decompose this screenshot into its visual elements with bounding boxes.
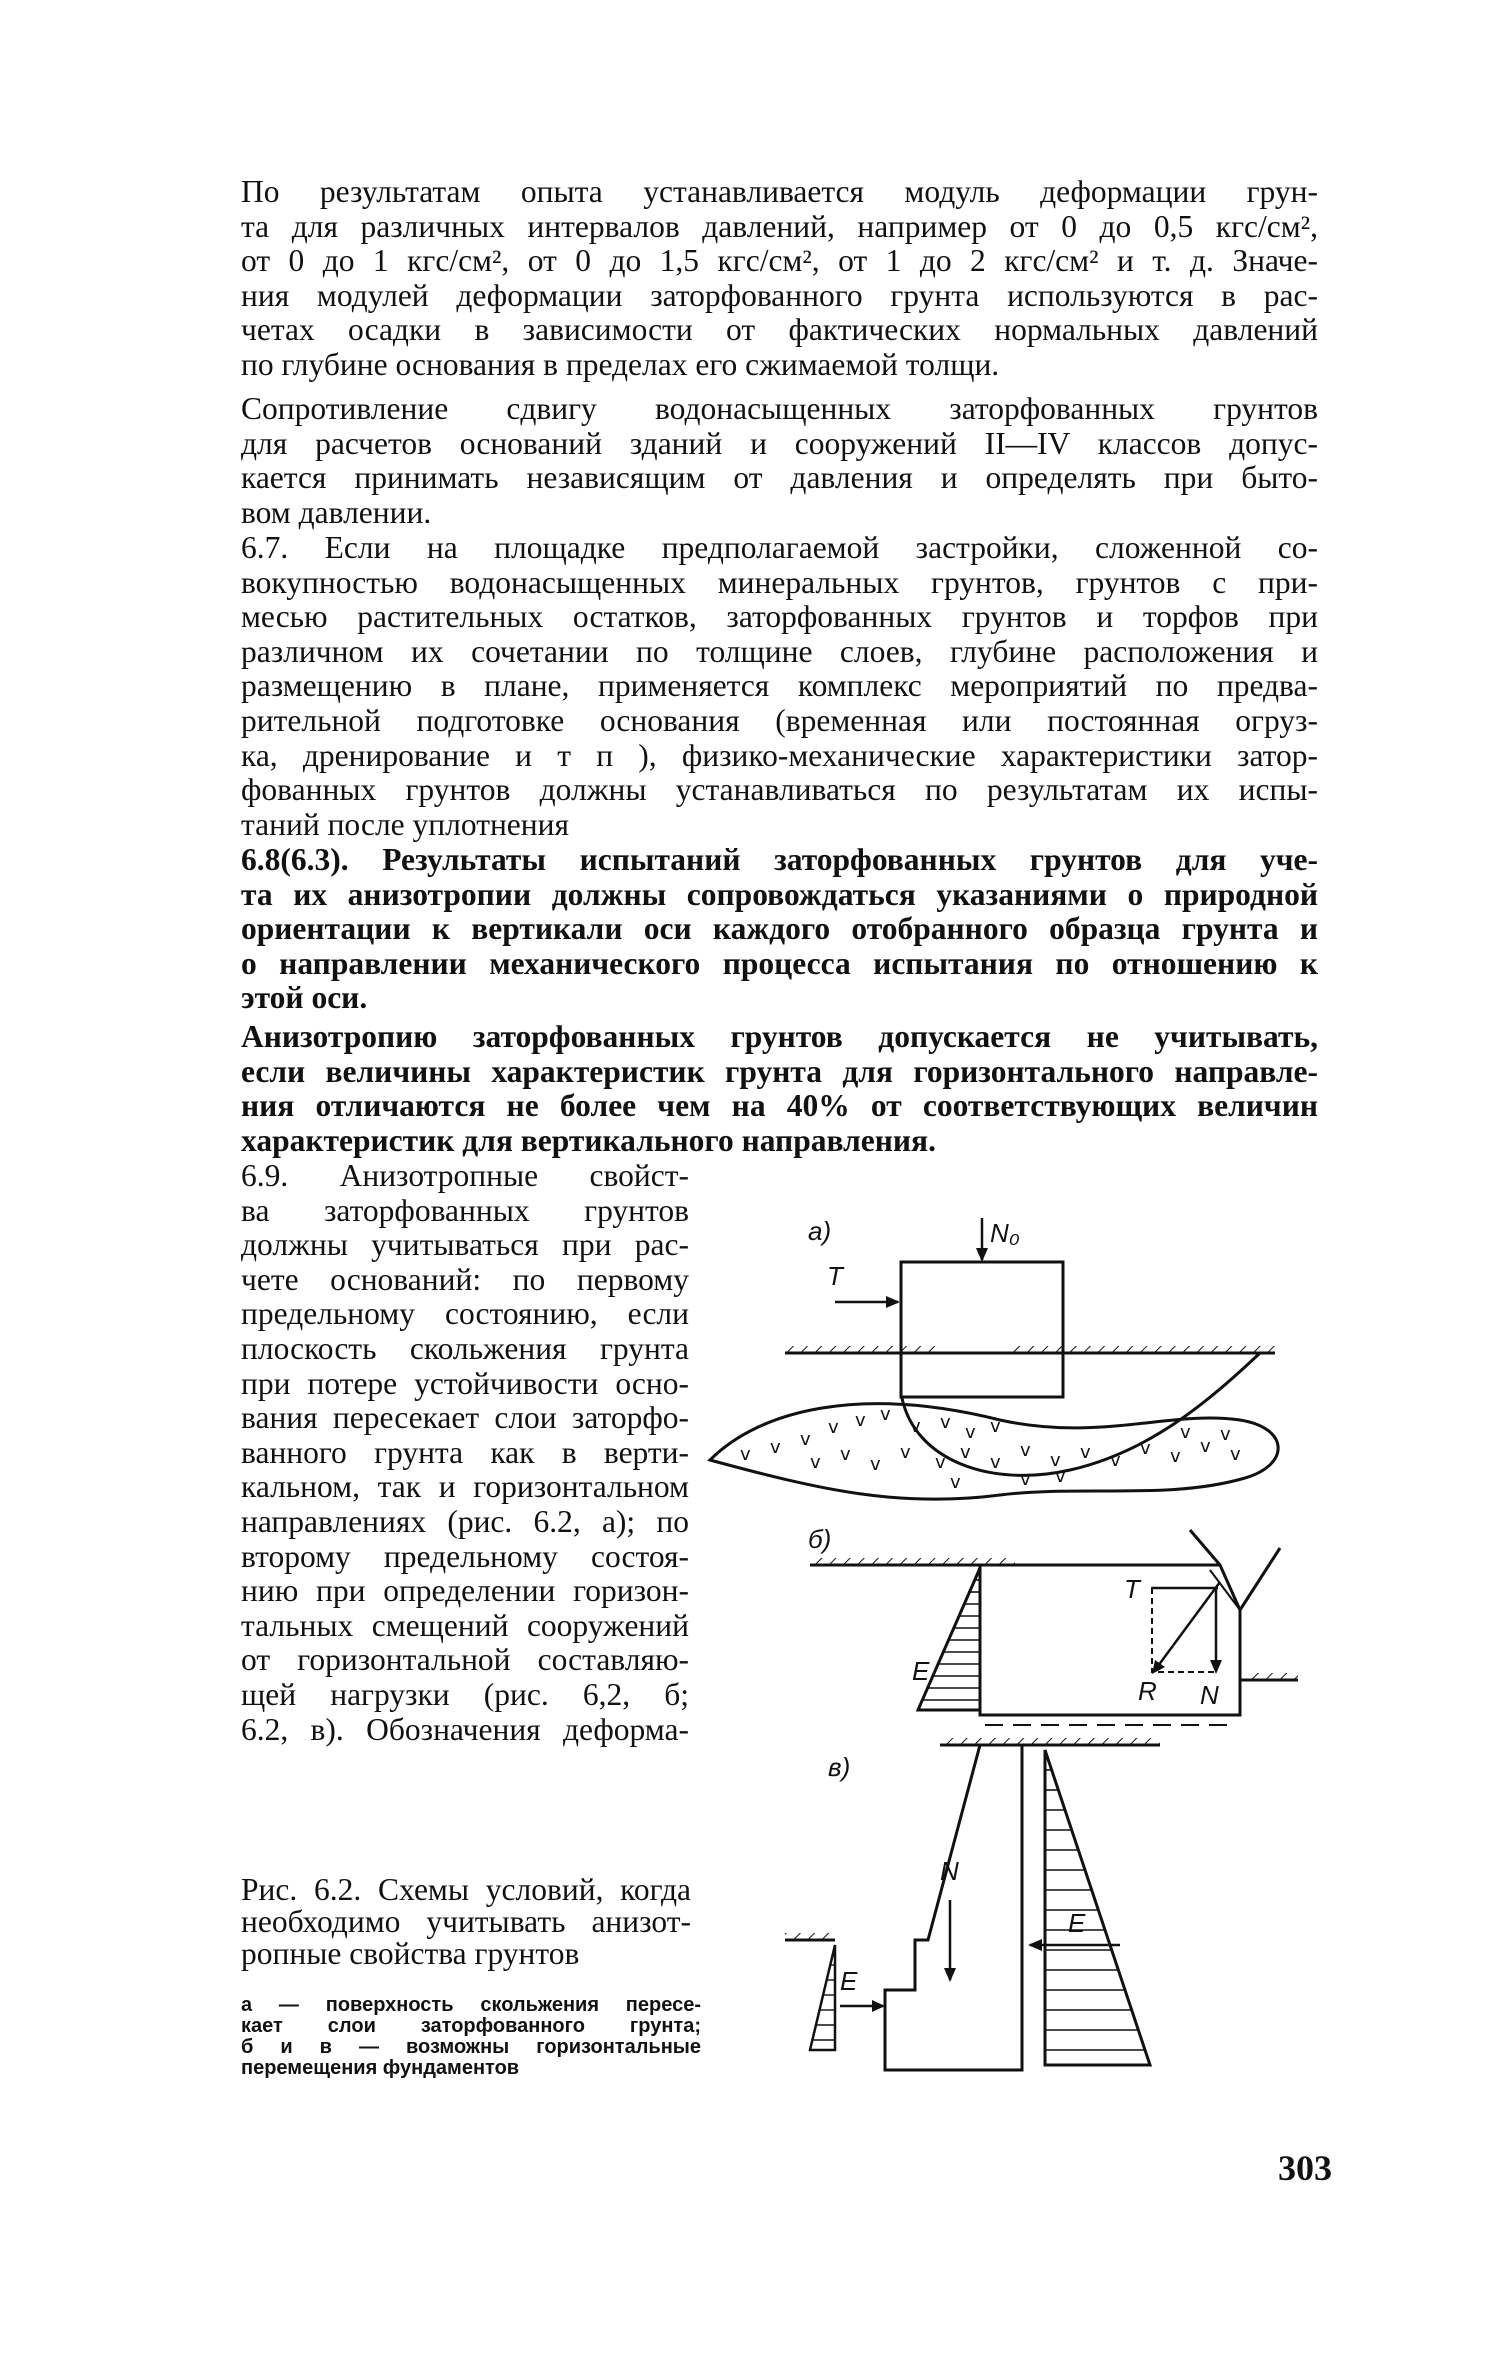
svg-text:v: v [828, 1417, 839, 1438]
text-line: ориентации к вертикали оси каждого отобранного образца грунта и [241, 911, 1318, 947]
text-line: для расчетов оснований зданий и сооружений II—IV классов допус- [241, 425, 1318, 461]
panel-c [785, 1738, 1160, 2070]
text-line: чете оснований: по первому [241, 1261, 689, 1297]
text-line: по глубине основания в пределах его сжимаемой толщи. [241, 346, 1000, 382]
pressure-e-label: E [840, 1966, 858, 1996]
text-line: этой оси. [241, 980, 368, 1016]
paragraph-6-9 [241, 1159, 689, 1747]
svg-text:v: v [1170, 1446, 1181, 1467]
text-line: от 0 до 1 кгс/см², от 0 до 1,5 кгс/см², от 1 до 2 кгс/см² и т. д. Значе- [241, 243, 1318, 279]
svg-text:v: v [950, 1472, 961, 1493]
text-line: размещению в плане, применяется комплекс мероприятий по предва- [241, 668, 1318, 704]
text-line: нию при определении горизон- [241, 1573, 689, 1609]
text-line: второму предельному состоя- [241, 1538, 689, 1574]
svg-text:v: v [1180, 1422, 1191, 1443]
pressure-triangle [810, 1945, 835, 2050]
text-line: ка, дренирование и т п ), физико-механические характеристики затор- [241, 737, 1318, 773]
svg-text:v: v [1140, 1438, 1151, 1459]
text-line: различном их сочетании по толщине слоев, глубине расположения и [241, 633, 1318, 669]
text-line: 6.7. Если на площадке предполагаемой застройки, сложенной со- [241, 530, 1318, 565]
page-number: 303 [1278, 2148, 1332, 2188]
svg-text:v: v [770, 1437, 781, 1458]
peat-markings [740, 1404, 1241, 1493]
svg-text:v: v [965, 1422, 976, 1443]
paragraph-anisotropy [241, 1020, 1318, 1158]
svg-text:v: v [990, 1416, 1001, 1437]
svg-text:v: v [1055, 1466, 1066, 1487]
svg-text:v: v [935, 1452, 946, 1473]
text-line: щей нагрузки (рис. 6,2, б; [241, 1676, 689, 1712]
svg-text:v: v [960, 1442, 971, 1463]
svg-text:v: v [1230, 1444, 1241, 1465]
text-line: фованных грунтов должны устанавливаться по результатам их испы- [241, 772, 1318, 808]
text-line: ния модулей деформации заторфованного грунта используются в рас- [241, 277, 1318, 313]
text-line: характеристик для вертикального направления. [241, 1122, 936, 1158]
svg-text:v: v [880, 1404, 891, 1425]
arrow-head [976, 1248, 988, 1262]
text-line: вом давлении. [241, 494, 432, 530]
svg-text:v: v [740, 1444, 751, 1465]
note-line: а — поверхность скольжения пересе- [241, 1994, 701, 2016]
svg-text:v: v [855, 1410, 866, 1431]
paragraph-shear-resistance [241, 392, 1318, 530]
note-line: кает слои заторфованного грунта; [241, 2015, 701, 2037]
text-line: ванного грунта как в верти- [241, 1434, 689, 1470]
text-line: та их анизотропии должны сопровождаться указаниями о природной [241, 876, 1318, 912]
ground-hatch [940, 1738, 1160, 1745]
paragraph-6-8 [241, 843, 1318, 1016]
paragraph-6-7 [241, 531, 1318, 842]
caption-line: необходимо учитывать анизот- [241, 1904, 691, 1939]
svg-text:v: v [870, 1454, 881, 1475]
text-line: о направлении механического процесса испытания по отношению к [241, 945, 1318, 981]
ground-hatch [1010, 1346, 1275, 1353]
text-line: при потере устойчивости осно- [241, 1365, 689, 1401]
figure-caption [241, 1874, 691, 1970]
retaining-wall [885, 1745, 1022, 2070]
arrow-head [886, 1296, 900, 1308]
foundation-block [901, 1262, 1063, 1397]
text-line: предельному состоянию, если [241, 1296, 689, 1332]
caption-line: ропные свойства грунтов [241, 1936, 580, 1971]
panel-a-label: а) [808, 1216, 832, 1246]
svg-text:v: v [1050, 1450, 1061, 1471]
note-line: перемещения фундаментов [241, 2057, 520, 2079]
force-t-label: T [1124, 1574, 1140, 1604]
caption-line: Рис. 6.2. Схемы условий, когда [241, 1872, 691, 1907]
svg-text:v: v [910, 1416, 921, 1437]
svg-text:v: v [840, 1444, 851, 1465]
text-line: вания пересекает слои заторфо- [241, 1400, 689, 1436]
svg-text:v: v [900, 1442, 911, 1463]
text-line: месью растительных остатков, заторфованных грунтов и торфов при [241, 599, 1318, 635]
text-line: ва заторфованных грунтов [241, 1192, 689, 1228]
text-line: таний после уплотнения [241, 806, 569, 842]
text-line: Сопротивление сдвигу водонасыщенных заторфованных грунтов [241, 391, 1318, 426]
svg-text:v: v [990, 1452, 1001, 1473]
text-line: вокупностью водонасыщенных минеральных грунтов, грунтов с при- [241, 564, 1318, 600]
figure-6-2 [700, 1170, 1340, 2090]
text-line: четах осадки в зависимости от фактических нормальных давлений [241, 312, 1318, 348]
text-line: плоскость скольжения грунта [241, 1330, 689, 1366]
force-r-label: R [1138, 1676, 1157, 1706]
force-n-label: N [1200, 1680, 1219, 1710]
load-n0-label: N₀ [990, 1218, 1020, 1248]
text-line: По результатам опыта устанавливается модуль деформации грун- [241, 174, 1318, 209]
text-line: тальных смещений сооружений [241, 1607, 689, 1643]
panel-c-label: в) [828, 1752, 851, 1782]
svg-text:v: v [1080, 1442, 1091, 1463]
force-n-label: N [940, 1856, 959, 1886]
ground-hatch [785, 1346, 935, 1353]
svg-text:v: v [1220, 1424, 1231, 1445]
svg-text:v: v [1020, 1469, 1031, 1490]
text-line: та для различных интервалов давлений, например от 0 до 0,5 кгс/см², [241, 208, 1318, 244]
figure-notes [241, 1995, 701, 2079]
text-line: кается принимать независящим от давления и определять при быто- [241, 460, 1318, 496]
panel-b-label: б) [808, 1524, 832, 1554]
pressure-triangle [1045, 1750, 1150, 2065]
panel-b [808, 1524, 1298, 1725]
text-line: Анизотропию заторфованных грунтов допускается не учитывать, [241, 1019, 1318, 1054]
panel-a [710, 1216, 1278, 1499]
text-line: рительной подготовке основания (временная или постоянная огруз- [241, 702, 1318, 738]
svg-text:v: v [940, 1412, 951, 1433]
note-line: б и в — возможны горизонтальные [241, 2036, 701, 2058]
text-line: если величины характеристик грунта для горизонтального направле- [241, 1053, 1318, 1089]
svg-text:v: v [1200, 1436, 1211, 1457]
text-line: 6.9. Анизотропные свойст- [241, 1158, 689, 1193]
ground-hatch [785, 1933, 835, 1940]
text-line: 6.2, в). Обозначения деформа- [241, 1711, 689, 1747]
text-line: кальном, так и горизонтальном [241, 1469, 689, 1505]
text-line: должны учитываться при рас- [241, 1227, 689, 1263]
svg-text:v: v [800, 1429, 811, 1450]
paragraph-modulus [241, 175, 1318, 383]
pressure-e-label: E [912, 1656, 930, 1686]
text-line: ния отличаются не более чем на 40% от соответствующих величин [241, 1088, 1318, 1124]
resultant-arrow [1155, 1582, 1220, 1670]
svg-text:v: v [1020, 1440, 1031, 1461]
text-line: от горизонтальной составляю- [241, 1642, 689, 1678]
text-line: направлениях (рис. 6.2, а); по [241, 1503, 689, 1539]
pressure-e-label: E [1068, 1908, 1086, 1938]
ground-hatch [1245, 1673, 1298, 1680]
svg-text:v: v [810, 1452, 821, 1473]
svg-text:v: v [1110, 1450, 1121, 1471]
text-line: 6.8(6.3). Результаты испытаний заторфованных грунтов для уче- [241, 842, 1318, 877]
force-t-label: T [827, 1261, 843, 1291]
